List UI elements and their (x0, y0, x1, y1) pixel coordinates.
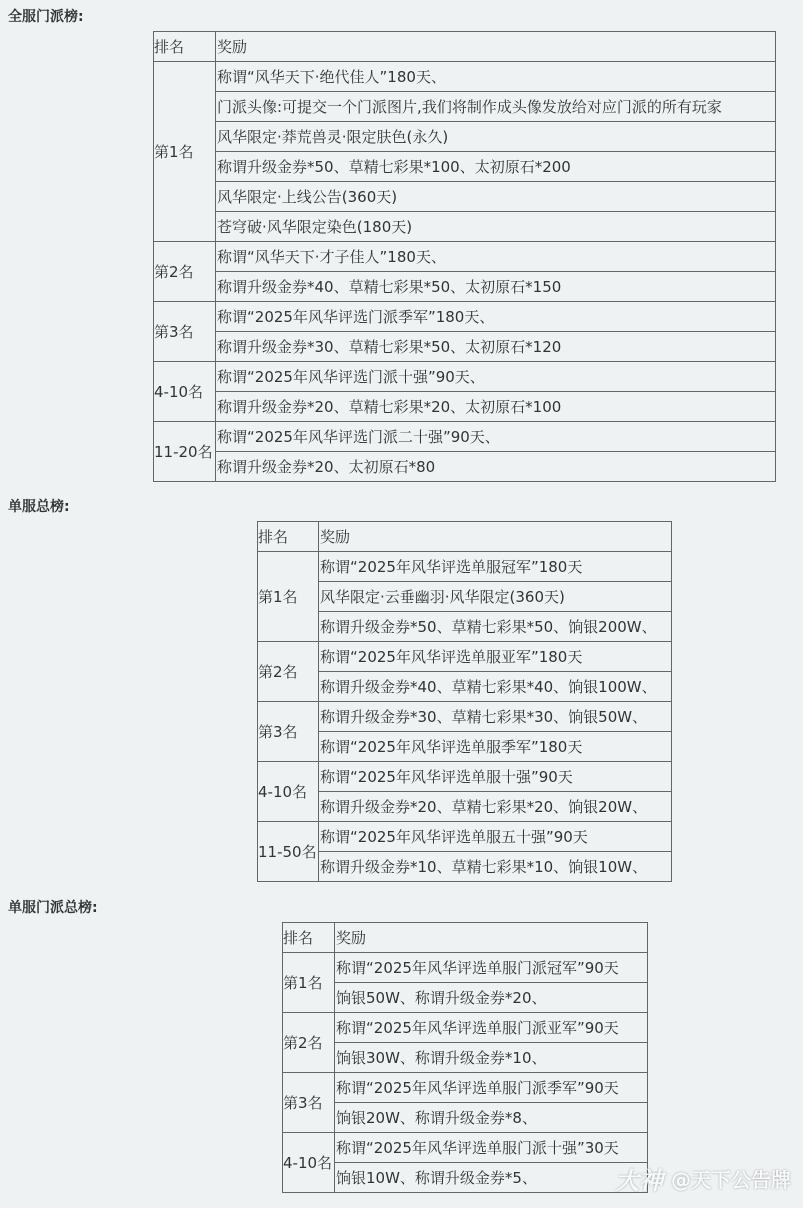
reward-cell: 饷银50W、称谓升级金券*20、 (335, 983, 648, 1013)
table-row (154, 302, 776, 332)
table-row (258, 732, 672, 762)
reward-cell: 称谓“风华天下·才子佳人”180天、 (216, 242, 776, 272)
table-row (258, 642, 672, 672)
rank-cell: 11-20名 (154, 422, 216, 482)
reward-cell: 称谓“2025年风华评选单服门派亚军”90天 (335, 1013, 648, 1043)
table-row (283, 1073, 648, 1103)
reward-cell: 称谓升级金券*20、草精七彩果*20、饷银20W、 (319, 792, 672, 822)
reward-cell: 饷银10W、称谓升级金券*5、 (335, 1163, 648, 1193)
rank-cell: 11-50名 (258, 822, 319, 882)
table-row (283, 1133, 648, 1163)
reward-table-single-server (257, 521, 672, 882)
reward-cell: 风华限定·莽荒兽灵·限定肤色(永久) (216, 122, 776, 152)
section-title-server-sect: 全服门派榜: (8, 9, 84, 25)
table-row (283, 983, 648, 1013)
reward-cell: 风华限定·云垂幽羽·风华限定(360天) (319, 582, 672, 612)
watermark-logo: 大神 (615, 1167, 663, 1195)
reward-cell: 称谓“风华天下·绝代佳人”180天、 (216, 62, 776, 92)
reward-cell: 风华限定·上线公告(360天) (216, 182, 776, 212)
section-title-single-server: 单服总榜: (8, 499, 70, 515)
rank-cell: 4-10名 (154, 362, 216, 422)
table-row (258, 612, 672, 642)
reward-header: 奖励 (216, 32, 776, 62)
rank-header: 排名 (154, 32, 216, 62)
table-row (283, 1043, 648, 1073)
watermark (615, 1161, 791, 1196)
table-header-row (258, 522, 672, 552)
rank-cell: 第2名 (258, 642, 319, 702)
table-row (258, 762, 672, 792)
reward-header: 奖励 (335, 923, 648, 953)
table-header-row (283, 923, 648, 953)
reward-cell: 称谓升级金券*50、草精七彩果*50、饷银200W、 (319, 612, 672, 642)
rank-header: 排名 (283, 923, 335, 953)
reward-table-single-server-sect (282, 922, 648, 1193)
table-row (154, 62, 776, 92)
rank-cell: 4-10名 (283, 1133, 335, 1193)
table-row (283, 1103, 648, 1133)
table-row (258, 582, 672, 612)
reward-cell: 称谓升级金券*30、草精七彩果*50、太初原石*120 (216, 332, 776, 362)
reward-cell: 称谓升级金券*40、草精七彩果*40、饷银100W、 (319, 672, 672, 702)
rank-cell: 第2名 (154, 242, 216, 302)
reward-cell: 称谓升级金券*30、草精七彩果*30、饷银50W、 (319, 702, 672, 732)
reward-cell: 称谓“2025年风华评选单服五十强”90天 (319, 822, 672, 852)
reward-cell: 称谓“2025年风华评选单服季军”180天 (319, 732, 672, 762)
reward-cell: 称谓“2025年风华评选单服十强”90天 (319, 762, 672, 792)
table-row (154, 392, 776, 422)
table-row (154, 92, 776, 122)
reward-cell: 称谓升级金券*10、草精七彩果*10、饷银10W、 (319, 852, 672, 882)
reward-cell: 称谓升级金券*50、草精七彩果*100、太初原石*200 (216, 152, 776, 182)
rank-cell: 第1名 (154, 62, 216, 242)
table-row (283, 953, 648, 983)
table-row (258, 852, 672, 882)
rank-cell: 第1名 (258, 552, 319, 642)
table-row (283, 1163, 648, 1193)
table-row (154, 212, 776, 242)
rank-cell: 第3名 (154, 302, 216, 362)
section-title-single-server-sect: 单服门派总榜: (8, 900, 98, 916)
rank-cell: 4-10名 (258, 762, 319, 822)
reward-header: 奖励 (319, 522, 672, 552)
watermark-text: @天下公告牌 (671, 1168, 791, 1192)
reward-cell: 称谓升级金券*20、草精七彩果*20、太初原石*100 (216, 392, 776, 422)
table-row (154, 242, 776, 272)
table-row (154, 452, 776, 482)
reward-table-server-sect (153, 31, 776, 482)
reward-cell: 饷银30W、称谓升级金券*10、 (335, 1043, 648, 1073)
reward-cell: 称谓“2025年风华评选单服冠军”180天 (319, 552, 672, 582)
table-row (154, 332, 776, 362)
reward-cell: 饷银20W、称谓升级金券*8、 (335, 1103, 648, 1133)
table-row (258, 552, 672, 582)
rank-header: 排名 (258, 522, 319, 552)
reward-cell: 称谓“2025年风华评选单服门派冠军”90天 (335, 953, 648, 983)
reward-cell: 称谓“2025年风华评选单服门派十强”30天 (335, 1133, 648, 1163)
reward-cell: 称谓升级金券*40、草精七彩果*50、太初原石*150 (216, 272, 776, 302)
table-row (154, 152, 776, 182)
reward-cell: 门派头像:可提交一个门派图片,我们将制作成头像发放给对应门派的所有玩家 (216, 92, 776, 122)
table-row (154, 422, 776, 452)
table-row (258, 702, 672, 732)
table-row (154, 272, 776, 302)
reward-cell: 称谓升级金券*20、太初原石*80 (216, 452, 776, 482)
rank-cell: 第3名 (258, 702, 319, 762)
table-row (283, 1013, 648, 1043)
rank-cell: 第2名 (283, 1013, 335, 1073)
table-row (154, 362, 776, 392)
table-row (154, 122, 776, 152)
reward-cell: 称谓“2025年风华评选单服门派季军”90天 (335, 1073, 648, 1103)
reward-cell: 称谓“2025年风华评选单服亚军”180天 (319, 642, 672, 672)
reward-cell: 称谓“2025年风华评选门派十强”90天、 (216, 362, 776, 392)
table-row (154, 182, 776, 212)
table-row (258, 822, 672, 852)
table-row (258, 792, 672, 822)
reward-cell: 称谓“2025年风华评选门派季军”180天、 (216, 302, 776, 332)
reward-cell: 苍穹破·风华限定染色(180天) (216, 212, 776, 242)
rank-cell: 第3名 (283, 1073, 335, 1133)
table-header-row (154, 32, 776, 62)
table-row (258, 672, 672, 702)
reward-cell: 称谓“2025年风华评选门派二十强”90天、 (216, 422, 776, 452)
rank-cell: 第1名 (283, 953, 335, 1013)
